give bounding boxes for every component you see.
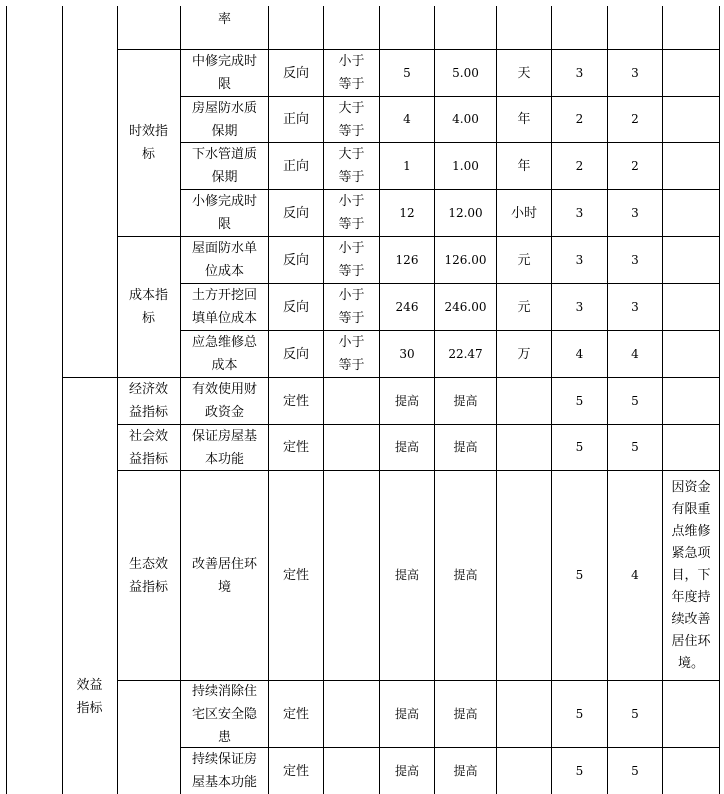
cell-unit <box>497 681 551 747</box>
cell-operator: 小于 等于 <box>338 241 365 279</box>
cell-remark <box>663 425 719 470</box>
cell-unit <box>497 748 551 794</box>
cell-remark <box>663 284 719 330</box>
cell-remark <box>663 50 719 96</box>
cell-target: 30 <box>399 346 415 361</box>
cell-operator: 小于 等于 <box>338 54 365 92</box>
cell-metric: 房屋防水质 保期 <box>191 100 257 139</box>
cell-target: 提高 <box>394 568 419 582</box>
cell-direction: 反向 <box>282 346 309 362</box>
grid-line <box>719 6 720 794</box>
cell-score: 5 <box>631 440 639 454</box>
cell-metric: 保证房屋基 本功能 <box>191 428 257 467</box>
cell-operator: 大于 等于 <box>338 147 365 185</box>
cell-direction: 定性 <box>282 393 309 409</box>
cell-target: 5 <box>403 65 411 80</box>
cell-unit: 元 <box>517 299 531 315</box>
cell-operator <box>324 425 379 470</box>
cell-metric: 有效使用财 政资金 <box>191 382 257 420</box>
cell-actual: 提高 <box>453 763 478 778</box>
cell-score: 4 <box>631 346 639 361</box>
cell-metric: 土方开挖回 填单位成本 <box>191 288 257 326</box>
cell-target: 提高 <box>394 763 419 778</box>
cell-metric: 持续消除住 宅区安全隐 患 <box>191 683 257 745</box>
cell-target: 12 <box>399 205 415 220</box>
cell-direction: 反向 <box>282 65 309 81</box>
cell-actual <box>435 6 496 49</box>
cell-metric: 率 <box>217 12 231 27</box>
cell-direction: 反向 <box>282 299 309 315</box>
cell-weight: 3 <box>575 252 584 267</box>
cell-remark <box>663 190 719 236</box>
cell-operator: 小于 等于 <box>338 335 365 373</box>
cell-actual: 12.00 <box>448 205 483 220</box>
cell-weight: 5 <box>575 393 584 408</box>
cell-remark <box>663 143 719 189</box>
cell-remark <box>663 748 719 794</box>
cell-actual: 22.47 <box>448 346 483 361</box>
cell-operator <box>324 6 379 49</box>
cell-actual: 提高 <box>453 393 478 408</box>
cell-target: 246 <box>395 299 419 314</box>
cell-actual: 126.00 <box>444 252 487 267</box>
cell-target <box>380 6 434 49</box>
cell-score: 5 <box>631 763 639 778</box>
cell-direction <box>269 6 323 49</box>
cell-weight: 3 <box>575 65 584 80</box>
cell-target: 126 <box>395 252 419 267</box>
cell-weight: 5 <box>575 706 584 721</box>
cell-unit <box>497 6 551 49</box>
cell-unit: 万 <box>517 346 531 362</box>
cell-weight: 3 <box>575 205 584 220</box>
cell-score: 3 <box>631 65 639 80</box>
cell-operator: 小于 等于 <box>338 288 365 326</box>
cell-weight <box>552 6 607 49</box>
cell-score: 4 <box>631 568 639 582</box>
cell-unit: 小时 <box>510 205 537 221</box>
cell-remark: 因资金 有限重 点维修 紧急项 目，下 年度持 续改善 居住环 境。 <box>671 479 711 671</box>
cell-metric: 应急维修总 成本 <box>191 335 257 373</box>
cell-remark <box>663 681 719 747</box>
cell-remark <box>663 237 719 283</box>
cell-unit <box>497 471 551 680</box>
cell-target: 提高 <box>394 393 419 408</box>
cell-direction: 定性 <box>282 763 309 779</box>
cell-direction: 反向 <box>282 252 309 268</box>
cell-actual: 提高 <box>453 440 478 454</box>
cell-operator: 小于 等于 <box>338 194 365 232</box>
cell-score: 3 <box>631 252 639 267</box>
cell-unit <box>497 378 551 424</box>
cell-unit <box>497 425 551 470</box>
cell-target: 1 <box>403 158 411 173</box>
cell-metric: 下水管道质 保期 <box>191 147 257 185</box>
cell-actual: 4.00 <box>452 112 479 126</box>
level3-social-label: 社会效 益指标 <box>128 428 168 467</box>
cell-weight: 2 <box>575 158 584 173</box>
cell-metric: 小修完成时 限 <box>191 194 257 232</box>
cell-remark <box>663 6 719 49</box>
cell-target: 提高 <box>394 706 419 721</box>
cell-operator <box>324 681 379 747</box>
cell-unit: 年 <box>517 158 531 174</box>
cell-score: 3 <box>631 299 639 314</box>
cell-direction: 定性 <box>282 706 309 722</box>
cell-target: 4 <box>403 112 411 126</box>
level3-cost-label: 成本指 标 <box>128 288 168 326</box>
cell-target: 提高 <box>394 440 419 454</box>
cell-weight: 5 <box>575 568 584 582</box>
cell-direction: 定性 <box>282 440 309 455</box>
cell-unit: 元 <box>517 252 531 268</box>
cell-direction: 正向 <box>282 158 309 174</box>
cell-actual: 246.00 <box>444 299 487 314</box>
level3-timeliness-label: 时效指 标 <box>128 124 168 162</box>
cell-operator <box>324 471 379 680</box>
cell-score: 5 <box>631 706 639 721</box>
cell-score <box>608 6 662 49</box>
cell-metric: 持续保证房 屋基本功能 <box>191 752 257 790</box>
cell-score: 2 <box>631 112 639 126</box>
cell-score: 5 <box>631 393 639 408</box>
cell-weight: 5 <box>575 763 584 778</box>
level2-benefit-label: 效益 指标 <box>76 678 103 716</box>
cell-score: 2 <box>631 158 639 173</box>
cell-operator: 大于 等于 <box>338 100 365 139</box>
cell-weight: 3 <box>575 299 584 314</box>
cell-direction: 正向 <box>282 112 309 127</box>
cell-actual: 1.00 <box>452 158 479 173</box>
cell-score: 3 <box>631 205 639 220</box>
cell-metric: 中修完成时 限 <box>191 54 257 92</box>
cell-actual: 提高 <box>453 706 478 721</box>
cell-weight: 5 <box>575 440 584 454</box>
cell-metric: 改善居住环 境 <box>191 556 257 595</box>
grid-line <box>6 6 7 794</box>
cell-direction: 定性 <box>282 568 309 583</box>
cell-operator <box>324 748 379 794</box>
level3-ecological-label: 生态效 益指标 <box>128 556 168 595</box>
cell-direction: 反向 <box>282 205 309 221</box>
cell-weight: 2 <box>575 112 584 126</box>
cell-weight: 4 <box>575 346 584 361</box>
cell-metric: 屋面防水单 位成本 <box>191 241 257 279</box>
cell-actual: 提高 <box>453 568 478 582</box>
cell-unit: 天 <box>517 65 531 81</box>
cell-actual: 5.00 <box>452 65 479 80</box>
cell-unit: 年 <box>517 112 531 127</box>
cell-remark <box>663 378 719 424</box>
level3-economic-label: 经济效 益指标 <box>128 382 168 420</box>
cell-operator <box>324 378 379 424</box>
cell-remark <box>663 331 719 377</box>
cell-remark <box>663 97 719 142</box>
